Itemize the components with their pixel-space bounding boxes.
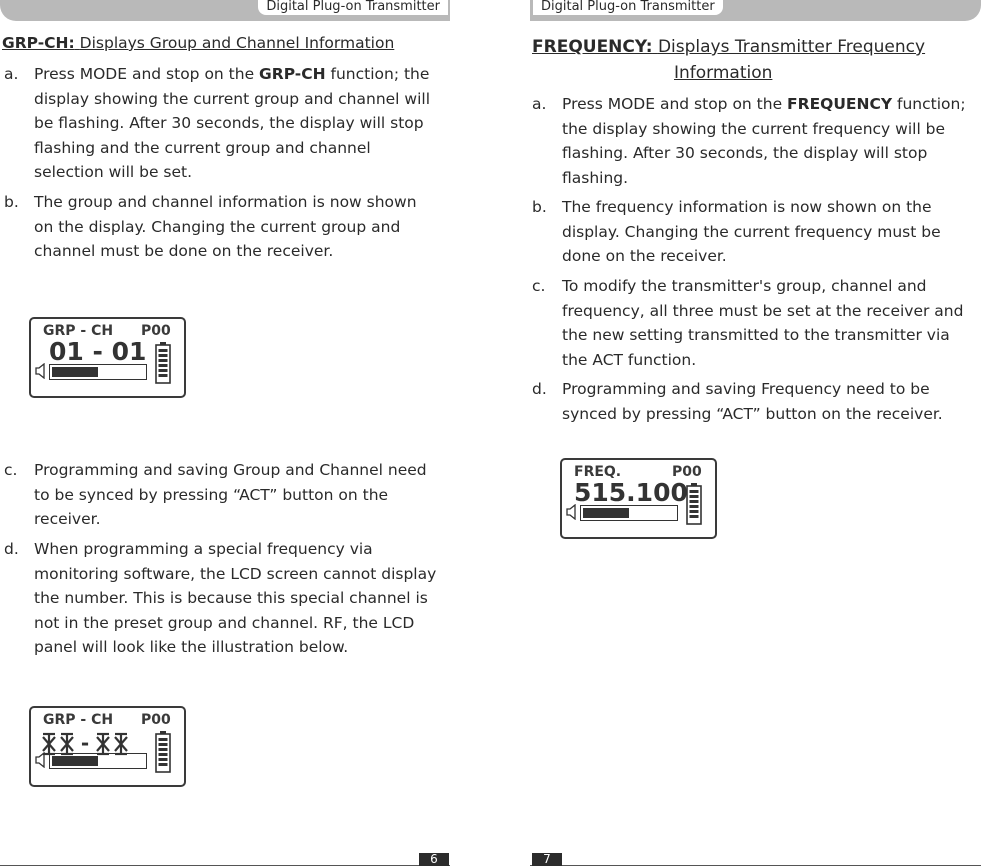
list-item <box>4 62 440 186</box>
list-marker: d. <box>4 540 19 558</box>
section-title-rest: Displays Transmitter Frequency <box>657 37 926 57</box>
list-text: Programming and saving Group and Channel need to be synced by pressing “ACT” button on the receiver. <box>34 461 427 528</box>
lcd-preset: P00 <box>141 323 171 339</box>
list-text: When programming a special frequency via monitoring software, the LCD screen cannot display the number. This is because this special channel is not in the preset group and channel. RF, the LCD panel will look like the illustration below. <box>34 540 437 656</box>
footer-rule <box>530 865 981 866</box>
lcd-label: FREQ. <box>574 464 622 480</box>
lcd-value: 515.100 <box>574 478 688 507</box>
list-text: Press MODE and stop on the GRP-CH function; the display showing the current group and channel will be flashing. After 30 seconds, the display will stop flashing and the current group and channel selection will be set. <box>34 65 431 181</box>
list-marker: c. <box>532 277 546 295</box>
list-item <box>4 190 424 290</box>
header-title: Digital Plug-on Transmitter <box>258 0 448 15</box>
section-title-line2: Information <box>674 63 773 83</box>
lcd-display <box>560 458 717 539</box>
header-title: Digital Plug-on Transmitter <box>533 0 723 15</box>
list-marker: d. <box>532 380 547 398</box>
section-title <box>2 30 394 56</box>
battery-icon <box>686 483 702 525</box>
page-number: 6 <box>419 853 449 866</box>
section-title-bold: GRP-CH: <box>2 34 75 52</box>
list-marker: b. <box>4 193 19 211</box>
list-text: The group and channel information is now shown on the display. Changing the current group and channel must be done on the receiver. <box>34 193 417 260</box>
footer-rule <box>0 865 450 866</box>
lcd-preset: P00 <box>672 464 702 480</box>
section-title <box>532 34 925 60</box>
rf-level-fill <box>52 756 98 766</box>
list-text: The frequency information is now shown on the display. Changing the current frequency must be done on the receiver. <box>562 198 941 265</box>
lcd-value: 01 - 01 <box>49 337 147 366</box>
lcd-display <box>29 317 186 398</box>
list-text: Press MODE and stop on the FREQUENCY function; the display showing the current frequency will be flashing. After 30 seconds, the display will stop flashing. <box>562 95 966 187</box>
list-marker: a. <box>532 95 547 113</box>
battery-icon <box>155 731 171 773</box>
lcd-label: GRP - CH <box>43 323 114 339</box>
header-bar <box>530 0 981 21</box>
list-marker: a. <box>4 65 19 83</box>
list-item <box>532 377 981 429</box>
left-page <box>0 0 450 867</box>
list-marker: c. <box>4 461 18 479</box>
list-item <box>532 195 981 271</box>
speaker-icon <box>35 752 46 768</box>
list-marker: b. <box>532 198 547 216</box>
list-text: Programming and saving Frequency need to be synced by pressing “ACT” button on the receiver. <box>562 380 943 423</box>
header-bar <box>0 0 450 21</box>
lcd-value: - <box>80 731 90 755</box>
lcd-display <box>29 706 186 787</box>
rf-level-fill <box>52 367 98 377</box>
rf-level-bar <box>49 753 147 769</box>
section-title-rest: Displays Group and Channel Information <box>79 34 395 52</box>
list-item <box>4 458 440 534</box>
list-text: To modify the transmitter's group, channel and frequency, all three must be set at the receiver and the new setting transmitted to the transmitter via the ACT function. <box>562 277 964 369</box>
right-page <box>530 0 981 867</box>
list-item <box>532 92 980 192</box>
rf-level-bar <box>580 505 678 521</box>
list-item <box>4 537 440 687</box>
page-number: 7 <box>532 853 562 866</box>
rf-level-bar <box>49 364 147 380</box>
lcd-preset: P00 <box>141 712 171 728</box>
rf-level-fill <box>583 508 629 518</box>
speaker-icon <box>566 504 577 520</box>
list-item <box>532 274 972 374</box>
section-title-bold: FREQUENCY: <box>532 37 653 57</box>
battery-icon <box>155 342 171 384</box>
lcd-label: GRP - CH <box>43 712 114 728</box>
speaker-icon <box>35 363 46 379</box>
